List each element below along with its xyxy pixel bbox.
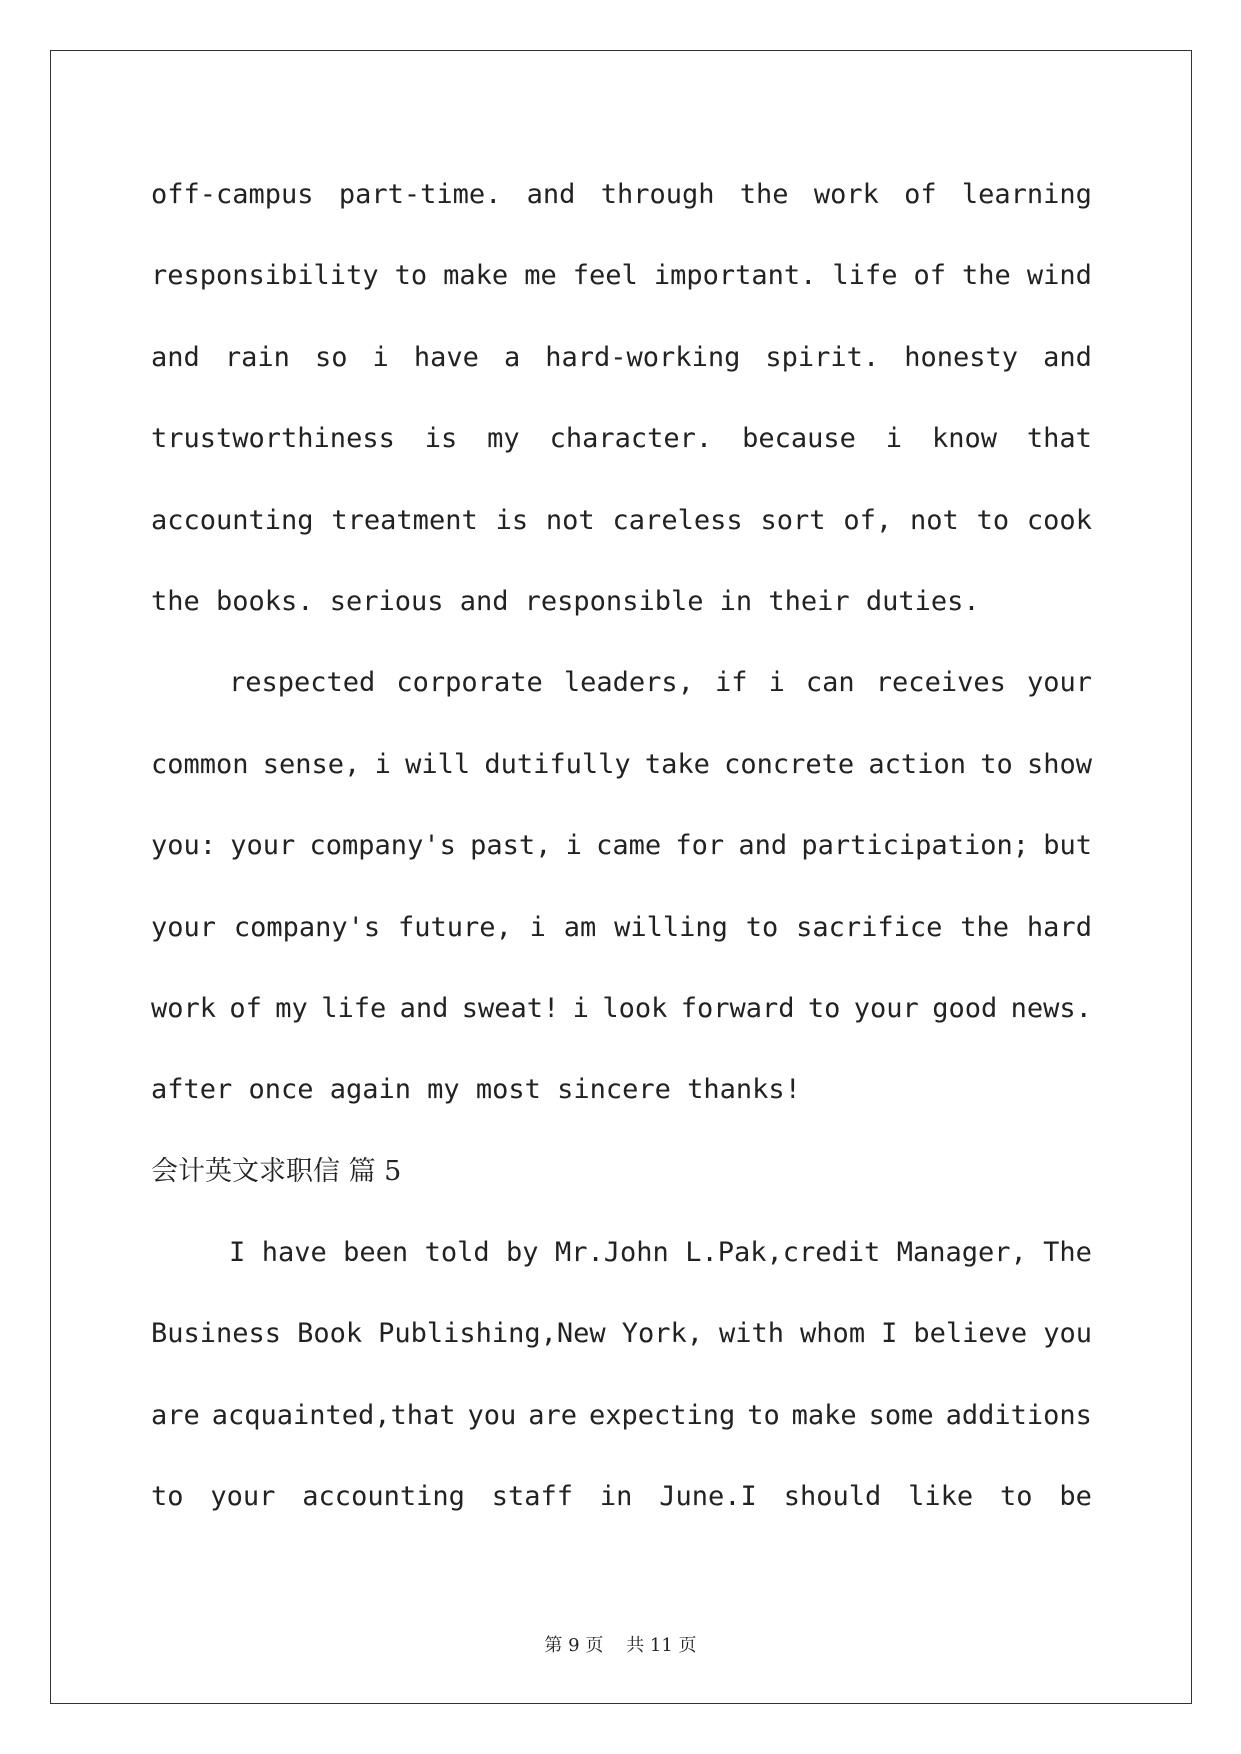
word: future, xyxy=(398,911,512,943)
word: to xyxy=(807,992,841,1024)
word: The xyxy=(1043,1237,1092,1269)
word: of xyxy=(229,992,262,1024)
word: some xyxy=(868,1399,934,1431)
word: thanks! xyxy=(687,1074,801,1106)
word: you: xyxy=(151,830,217,862)
word: are xyxy=(528,1399,577,1431)
word: can xyxy=(805,667,855,699)
word: the xyxy=(962,260,1011,292)
word: to xyxy=(151,1481,184,1513)
word: your xyxy=(210,1481,276,1513)
text-line xyxy=(151,1375,1092,1456)
word: their xyxy=(768,585,850,617)
word: forward xyxy=(680,992,795,1024)
word: i xyxy=(768,667,785,699)
word: dutifully xyxy=(484,748,631,780)
word: work xyxy=(151,992,217,1024)
word: feel xyxy=(572,260,638,292)
word: been xyxy=(343,1237,409,1269)
word: make xyxy=(791,1399,857,1431)
text-line xyxy=(151,317,1092,398)
word: my xyxy=(427,1074,460,1106)
word: of xyxy=(913,260,946,292)
word: i xyxy=(572,992,589,1024)
word: the xyxy=(151,585,200,617)
word: i xyxy=(565,830,582,862)
word: me xyxy=(524,260,557,292)
word: of, xyxy=(843,504,893,536)
word: responsibility xyxy=(151,260,379,292)
section-heading: 会计英文求职信 篇 5 xyxy=(151,1155,402,1187)
word: accounting xyxy=(151,504,314,536)
word: to xyxy=(980,748,1013,780)
word: your xyxy=(853,992,919,1024)
word: the xyxy=(739,179,789,210)
text-line xyxy=(151,235,1092,316)
word: the xyxy=(960,911,1010,943)
word: and xyxy=(151,341,200,373)
word: and xyxy=(738,830,788,862)
word: came xyxy=(596,830,662,862)
text-line xyxy=(151,561,1092,642)
word: of xyxy=(904,179,937,210)
text-line xyxy=(151,642,1092,723)
word: know xyxy=(931,423,997,455)
word: common xyxy=(151,748,249,780)
word: my xyxy=(487,423,520,455)
word: L.Pak,credit xyxy=(685,1237,881,1269)
text-line xyxy=(151,1212,1092,1293)
text-line xyxy=(151,887,1092,968)
word: to xyxy=(394,260,428,292)
word: is xyxy=(495,504,529,536)
word: corporate xyxy=(396,667,543,699)
word: I xyxy=(229,1237,246,1269)
word: sort xyxy=(760,504,826,536)
word: in xyxy=(599,1481,633,1513)
word: i xyxy=(372,341,389,373)
word: look xyxy=(602,992,668,1024)
word: show xyxy=(1026,748,1092,780)
word: not xyxy=(545,504,595,536)
word: after xyxy=(151,1074,233,1106)
word: willing xyxy=(614,911,728,943)
word: i xyxy=(529,911,546,943)
word: Publishing,New xyxy=(378,1318,606,1350)
word: you xyxy=(467,1399,517,1431)
word: company's xyxy=(233,911,381,943)
text-line xyxy=(151,1456,1092,1537)
word: part-time. xyxy=(338,179,502,210)
text-line xyxy=(151,1293,1092,1374)
text-line xyxy=(151,1049,1092,1130)
word: Book xyxy=(297,1318,363,1350)
word: have xyxy=(413,341,479,373)
word: character. xyxy=(549,423,713,455)
word: hard xyxy=(1026,911,1092,943)
word: but xyxy=(1043,830,1092,862)
word: trustworthiness xyxy=(151,423,395,455)
word: again xyxy=(329,1074,411,1106)
word: your xyxy=(230,830,296,862)
word: past, xyxy=(470,830,552,862)
word: through xyxy=(600,179,715,210)
word: and xyxy=(399,992,449,1024)
word: serious xyxy=(329,585,444,617)
word: treatment xyxy=(331,504,478,536)
word: with xyxy=(719,1318,785,1350)
word: like xyxy=(908,1481,974,1513)
word: duties. xyxy=(865,585,980,617)
word: additions xyxy=(945,1399,1092,1431)
word: and xyxy=(459,585,509,617)
word: sacrifice xyxy=(796,911,943,943)
word: participation; xyxy=(801,830,1029,862)
word: action xyxy=(868,748,966,780)
word: because xyxy=(742,423,856,455)
word: whom xyxy=(800,1318,866,1350)
word: news. xyxy=(1010,992,1092,1024)
word: should xyxy=(783,1481,882,1513)
word: hard-working xyxy=(545,341,741,373)
word: off-campus xyxy=(151,179,314,210)
word: important. xyxy=(653,260,817,292)
word: that xyxy=(1026,423,1092,455)
word: company's xyxy=(309,830,456,862)
text-line xyxy=(151,805,1092,886)
word: sweat! xyxy=(461,992,560,1024)
word: sense, xyxy=(262,748,361,780)
word: i xyxy=(374,748,391,780)
word: your xyxy=(151,911,217,943)
word: by xyxy=(506,1237,539,1269)
word: make xyxy=(443,260,509,292)
word: in xyxy=(719,585,753,617)
word: Manager, xyxy=(896,1237,1027,1269)
word: I xyxy=(881,1318,898,1350)
document-body xyxy=(151,154,1092,1538)
page-number-label: 第 9 页 共 11 页 xyxy=(544,1635,697,1656)
word: is xyxy=(424,423,458,455)
word: take xyxy=(644,748,710,780)
text-line xyxy=(151,398,1092,479)
word: sincere xyxy=(557,1074,671,1106)
word: a xyxy=(503,341,521,373)
word: so xyxy=(314,341,348,373)
text-line xyxy=(151,724,1092,805)
word: life xyxy=(832,260,898,292)
word: life xyxy=(321,992,387,1024)
word: acquainted,that xyxy=(211,1399,456,1431)
word: for xyxy=(675,830,725,862)
text-line xyxy=(151,480,1092,561)
word: receives xyxy=(875,667,1006,699)
word: June.I xyxy=(659,1481,757,1513)
word: good xyxy=(932,992,998,1024)
word: are xyxy=(151,1399,200,1431)
word: my xyxy=(275,992,308,1024)
word: believe xyxy=(913,1318,1028,1350)
word: you xyxy=(1043,1318,1092,1350)
word: accounting xyxy=(302,1481,465,1513)
word: learning xyxy=(961,179,1092,210)
text-line xyxy=(151,968,1092,1049)
word: most xyxy=(475,1074,541,1106)
word: cook xyxy=(1026,504,1092,536)
word: your xyxy=(1026,667,1092,699)
word: responsible xyxy=(524,585,704,617)
word: honesty xyxy=(904,341,1019,373)
word: books. xyxy=(215,585,314,617)
word: spirit. xyxy=(765,341,880,373)
word: careless xyxy=(612,504,743,536)
page-footer xyxy=(0,1631,1241,1657)
word: and xyxy=(526,179,576,210)
word: expecting xyxy=(588,1399,736,1431)
word: York, xyxy=(621,1318,703,1350)
word: concrete xyxy=(724,748,855,780)
word: wind xyxy=(1026,260,1092,292)
word: Business xyxy=(151,1318,282,1350)
word: rain xyxy=(224,341,290,373)
word: staff xyxy=(491,1481,574,1513)
word: i xyxy=(885,423,903,455)
word: told xyxy=(424,1237,490,1269)
word: respected xyxy=(229,667,376,699)
word: leaders, xyxy=(563,667,694,699)
word: be xyxy=(1059,1481,1092,1513)
word: am xyxy=(563,911,597,943)
word: and xyxy=(1043,341,1092,373)
word: once xyxy=(248,1074,314,1106)
word: Mr.John xyxy=(554,1237,669,1269)
word: not xyxy=(909,504,959,536)
word: will xyxy=(405,748,471,780)
word: to xyxy=(976,504,1010,536)
word: work xyxy=(813,179,879,210)
text-line xyxy=(151,154,1092,235)
word: to xyxy=(747,1399,780,1431)
word: if xyxy=(714,667,748,699)
word: have xyxy=(261,1237,327,1269)
word: to xyxy=(1000,1481,1033,1513)
word: to xyxy=(745,911,779,943)
